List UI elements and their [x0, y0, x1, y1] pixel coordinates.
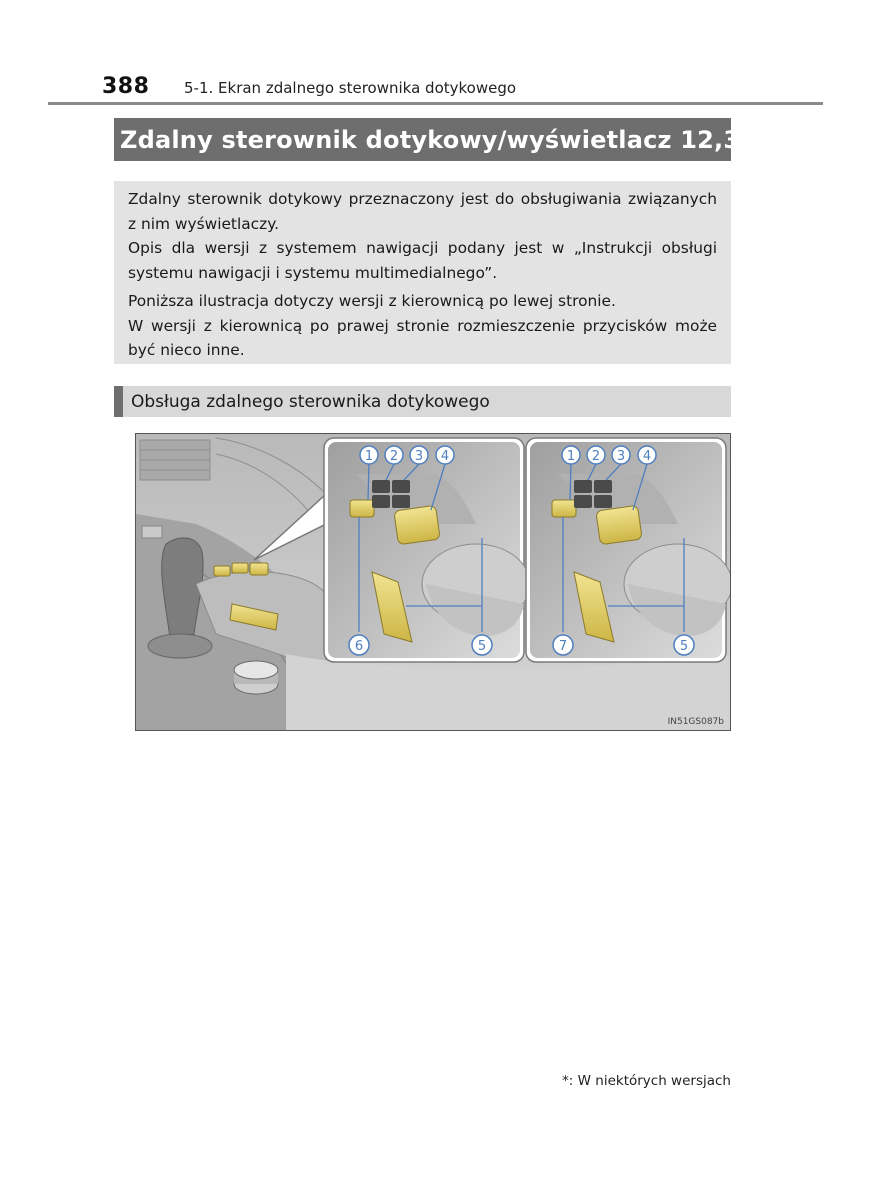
- figure-code: IN51GS087b: [667, 717, 724, 727]
- intro-box: [114, 181, 731, 364]
- intro-paragraph-3: Poniższa ilustracja dotyczy wersji z kierownicą po lewej stronie.: [128, 292, 616, 310]
- svg-text:5: 5: [679, 639, 689, 654]
- intro-paragraph-1: Zdalny sterownik dotykowy przeznaczony jest do obsługiwania związanych z nim wyświetlaczy.: [128, 190, 717, 233]
- svg-text:4: 4: [440, 449, 450, 464]
- callout-right-5: [674, 635, 694, 655]
- callout-right-2: [587, 446, 605, 464]
- title-asterisk: *: [758, 119, 768, 140]
- footnote: [560, 1073, 731, 1089]
- svg-text:3: 3: [414, 449, 424, 464]
- intro-paragraph-2: Opis dla wersji z systemem nawigacji podany jest w „Instrukcji obsługi systemu nawigacji i systemu multimedialnego”.: [128, 239, 717, 282]
- right-touchpad: [596, 505, 642, 545]
- small-switch: [142, 526, 162, 538]
- svg-text:7: 7: [558, 639, 568, 654]
- right-button-2: [574, 480, 592, 493]
- callout-right-3: [612, 446, 630, 464]
- svg-text:2: 2: [389, 449, 399, 464]
- left-button-2: [372, 480, 390, 493]
- right-button-1: [552, 500, 576, 517]
- svg-text:1: 1: [364, 449, 374, 464]
- right-inset: [526, 438, 730, 662]
- left-button-3: [392, 480, 410, 493]
- svg-text:3: 3: [616, 449, 626, 464]
- callout-right-4: [638, 446, 656, 464]
- callout-right-7: [553, 635, 573, 655]
- intro-paragraph-4: W wersji z kierownicą po prawej stronie rozmieszczenie przycisków może być nieco inne.: [128, 316, 717, 359]
- header-rule: [48, 102, 823, 105]
- callout-right-1: [562, 446, 580, 464]
- svg-text:4: 4: [642, 449, 652, 464]
- figure: [135, 433, 731, 731]
- footnote-text: : W niektórych wersjach: [568, 1073, 731, 1089]
- section-bar: [114, 386, 731, 417]
- callout-left-4: [436, 446, 454, 464]
- left-inset: [324, 438, 530, 662]
- svg-text:2: 2: [591, 449, 601, 464]
- callout-left-6: [349, 635, 369, 655]
- page-number: 388: [102, 74, 150, 99]
- console-illustration: [136, 434, 730, 730]
- callout-left-1: [360, 446, 378, 464]
- left-touchpad: [394, 505, 440, 545]
- right-button-3: [594, 480, 612, 493]
- callout-left-5: [472, 635, 492, 655]
- svg-text:5: 5: [477, 639, 487, 654]
- left-button-1: [350, 500, 374, 517]
- svg-text:1: 1: [566, 449, 576, 464]
- page-title: Zdalny sterownik dotykowy/wyświetlacz 12,3”: [120, 125, 757, 154]
- callout-left-2: [385, 446, 403, 464]
- callout-left-3: [410, 446, 428, 464]
- footnote-asterisk: *: [562, 1073, 569, 1089]
- title-bar: [114, 118, 768, 161]
- svg-text:6: 6: [354, 639, 364, 654]
- running-head: 5-1. Ekran zdalnego sterownika dotykowego: [184, 79, 517, 97]
- small-yellow-buttons: [214, 566, 230, 576]
- section-title: Obsługa zdalnego sterownika dotykowego: [131, 391, 490, 412]
